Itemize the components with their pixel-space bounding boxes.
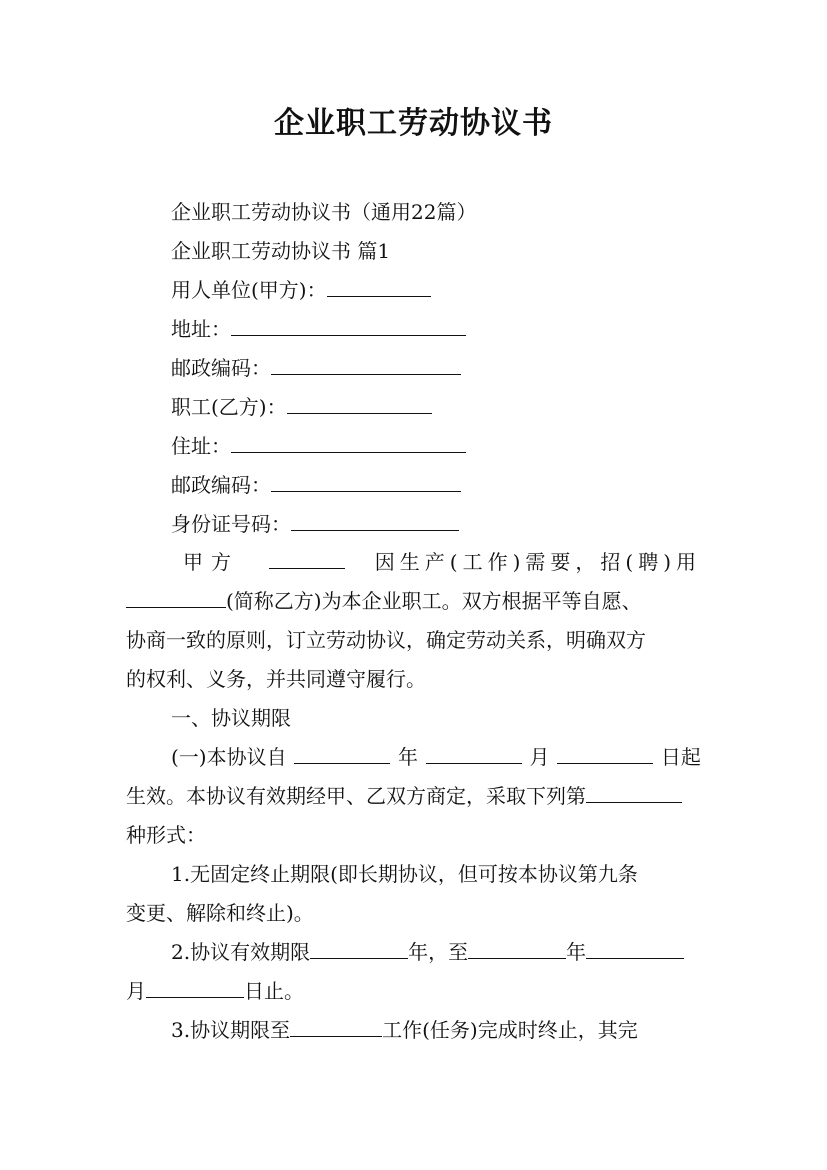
blank-line — [287, 395, 432, 414]
paragraph-line: 月 日止。 — [126, 979, 304, 1003]
blank-line — [231, 317, 466, 336]
blank-line — [271, 473, 461, 492]
paragraph-line: 生效。本协议有效期经甲、乙双方商定，采取下列第 — [126, 784, 682, 808]
blank-line — [269, 550, 345, 569]
paragraph-line: 甲方 因生产(工作)需要，招(聘)用 — [183, 550, 701, 574]
blank-line — [126, 589, 226, 608]
blank-line — [291, 512, 459, 531]
paragraph-line: 1.无固定终止期限(即长期协议，但可按本协议第九条 — [171, 862, 638, 886]
document-title: 企业职工劳动协议书 — [274, 106, 553, 141]
blank-line — [426, 745, 522, 764]
blank-line — [586, 940, 684, 959]
blank-line — [146, 979, 244, 998]
employee-field: 职工(乙方)： — [171, 395, 432, 419]
blank-line — [271, 356, 461, 375]
paragraph-line: (一)本协议自 年 月 日起 — [171, 745, 701, 769]
blank-line — [586, 784, 682, 803]
blank-line — [468, 940, 566, 959]
blank-line — [310, 940, 408, 959]
blank-line — [231, 434, 466, 453]
blank-line — [290, 1018, 382, 1037]
paragraph-line: 变更、解除和终止)。 — [126, 901, 314, 925]
paragraph-line: 种形式： — [126, 823, 206, 847]
employer-address-field: 地址： — [171, 317, 466, 341]
section-heading: 一、协议期限 — [171, 706, 291, 730]
blank-line — [294, 745, 390, 764]
employer-postcode-field: 邮政编码： — [171, 356, 461, 380]
paragraph-line: 的权利、义务，并共同遵守履行。 — [126, 667, 426, 691]
blank-line — [327, 278, 431, 297]
paragraph-line: 2.协议有效期限 年，至 年 — [171, 940, 684, 964]
section-heading: 企业职工劳动协议书 篇1 — [171, 239, 391, 263]
id-number-field: 身份证号码： — [171, 512, 459, 536]
paragraph-line: 3.协议期限至 工作(任务)完成时终止，其完 — [171, 1018, 638, 1042]
paragraph-line: (简称乙方)为本企业职工。双方根据平等自愿、 — [126, 589, 642, 613]
paragraph-line: 协商一致的原则，订立劳动协议，确定劳动关系，明确双方 — [126, 628, 646, 652]
blank-line — [557, 745, 653, 764]
employee-address-field: 住址： — [171, 434, 466, 458]
employee-postcode-field: 邮政编码： — [171, 473, 461, 497]
employer-field: 用人单位(甲方)： — [171, 278, 431, 302]
subtitle-line: 企业职工劳动协议书（通用22篇） — [171, 200, 477, 224]
